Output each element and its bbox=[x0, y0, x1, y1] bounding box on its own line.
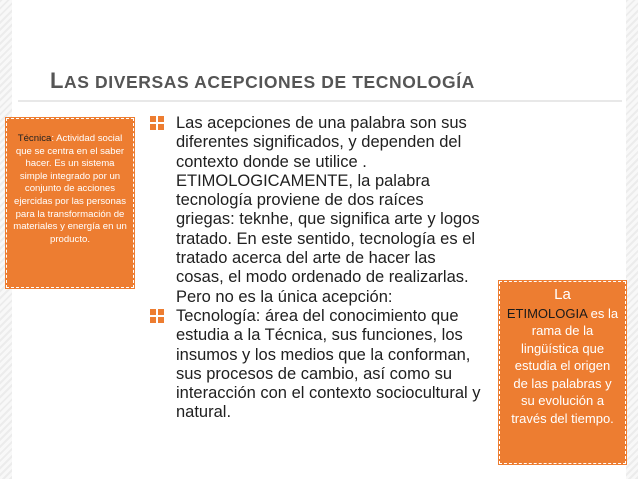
bullet-text: Las acepciones de una palabra son sus diferentes significados, y dependen del contexto donde se utilice . ETIMOLOGICAMENTE, la palabra tecnología proviene de dos raíces griegas: teknhe, que significa arte y logos tratado. En este sentido, tecnología es el tratado acerca del arte de hacer las cosas, el modo ordenado de realizarlas. Pero no es la única acepción: bbox=[176, 114, 480, 306]
title-underline bbox=[18, 100, 622, 102]
slide-frame-right bbox=[626, 0, 638, 479]
bullet-item bbox=[150, 307, 485, 423]
diamond-bullet-icon bbox=[150, 309, 164, 323]
bullet-text: Tecnología: área del conocimiento que estudia a la Técnica, sus funciones, los insumos y los medios que la conforman, sus procesos de cambio, así como su interacción con el contexto sociocultural y natural. bbox=[176, 306, 481, 422]
definition-box-etimologia bbox=[499, 281, 626, 464]
slide-title-initial: L bbox=[50, 68, 65, 93]
definition-text: : Actividad social que se centra en el saber hacer. Es un sistema simple integrado por un conjunto de acciones ejercidas por las personas para la transformación de materiales y energía en un producto. bbox=[13, 133, 127, 245]
diamond-bullet-icon bbox=[150, 116, 164, 130]
slide-title-text: AS DIVERSAS ACEPCIONES DE TECNOLOGÍA bbox=[64, 72, 475, 92]
bullet-list bbox=[150, 114, 485, 423]
bullet-item bbox=[150, 114, 485, 307]
definition-term: Técnica bbox=[17, 133, 52, 144]
definition-intro: La bbox=[554, 286, 571, 303]
definition-text: es la rama de la lingüística que estudia el origen de las palabras y su evolución a través del tiempo. bbox=[511, 305, 619, 426]
definition-box-tecnica bbox=[6, 118, 134, 288]
definition-term: ETIMOLOGIA bbox=[506, 305, 588, 321]
slide-title bbox=[50, 68, 590, 94]
